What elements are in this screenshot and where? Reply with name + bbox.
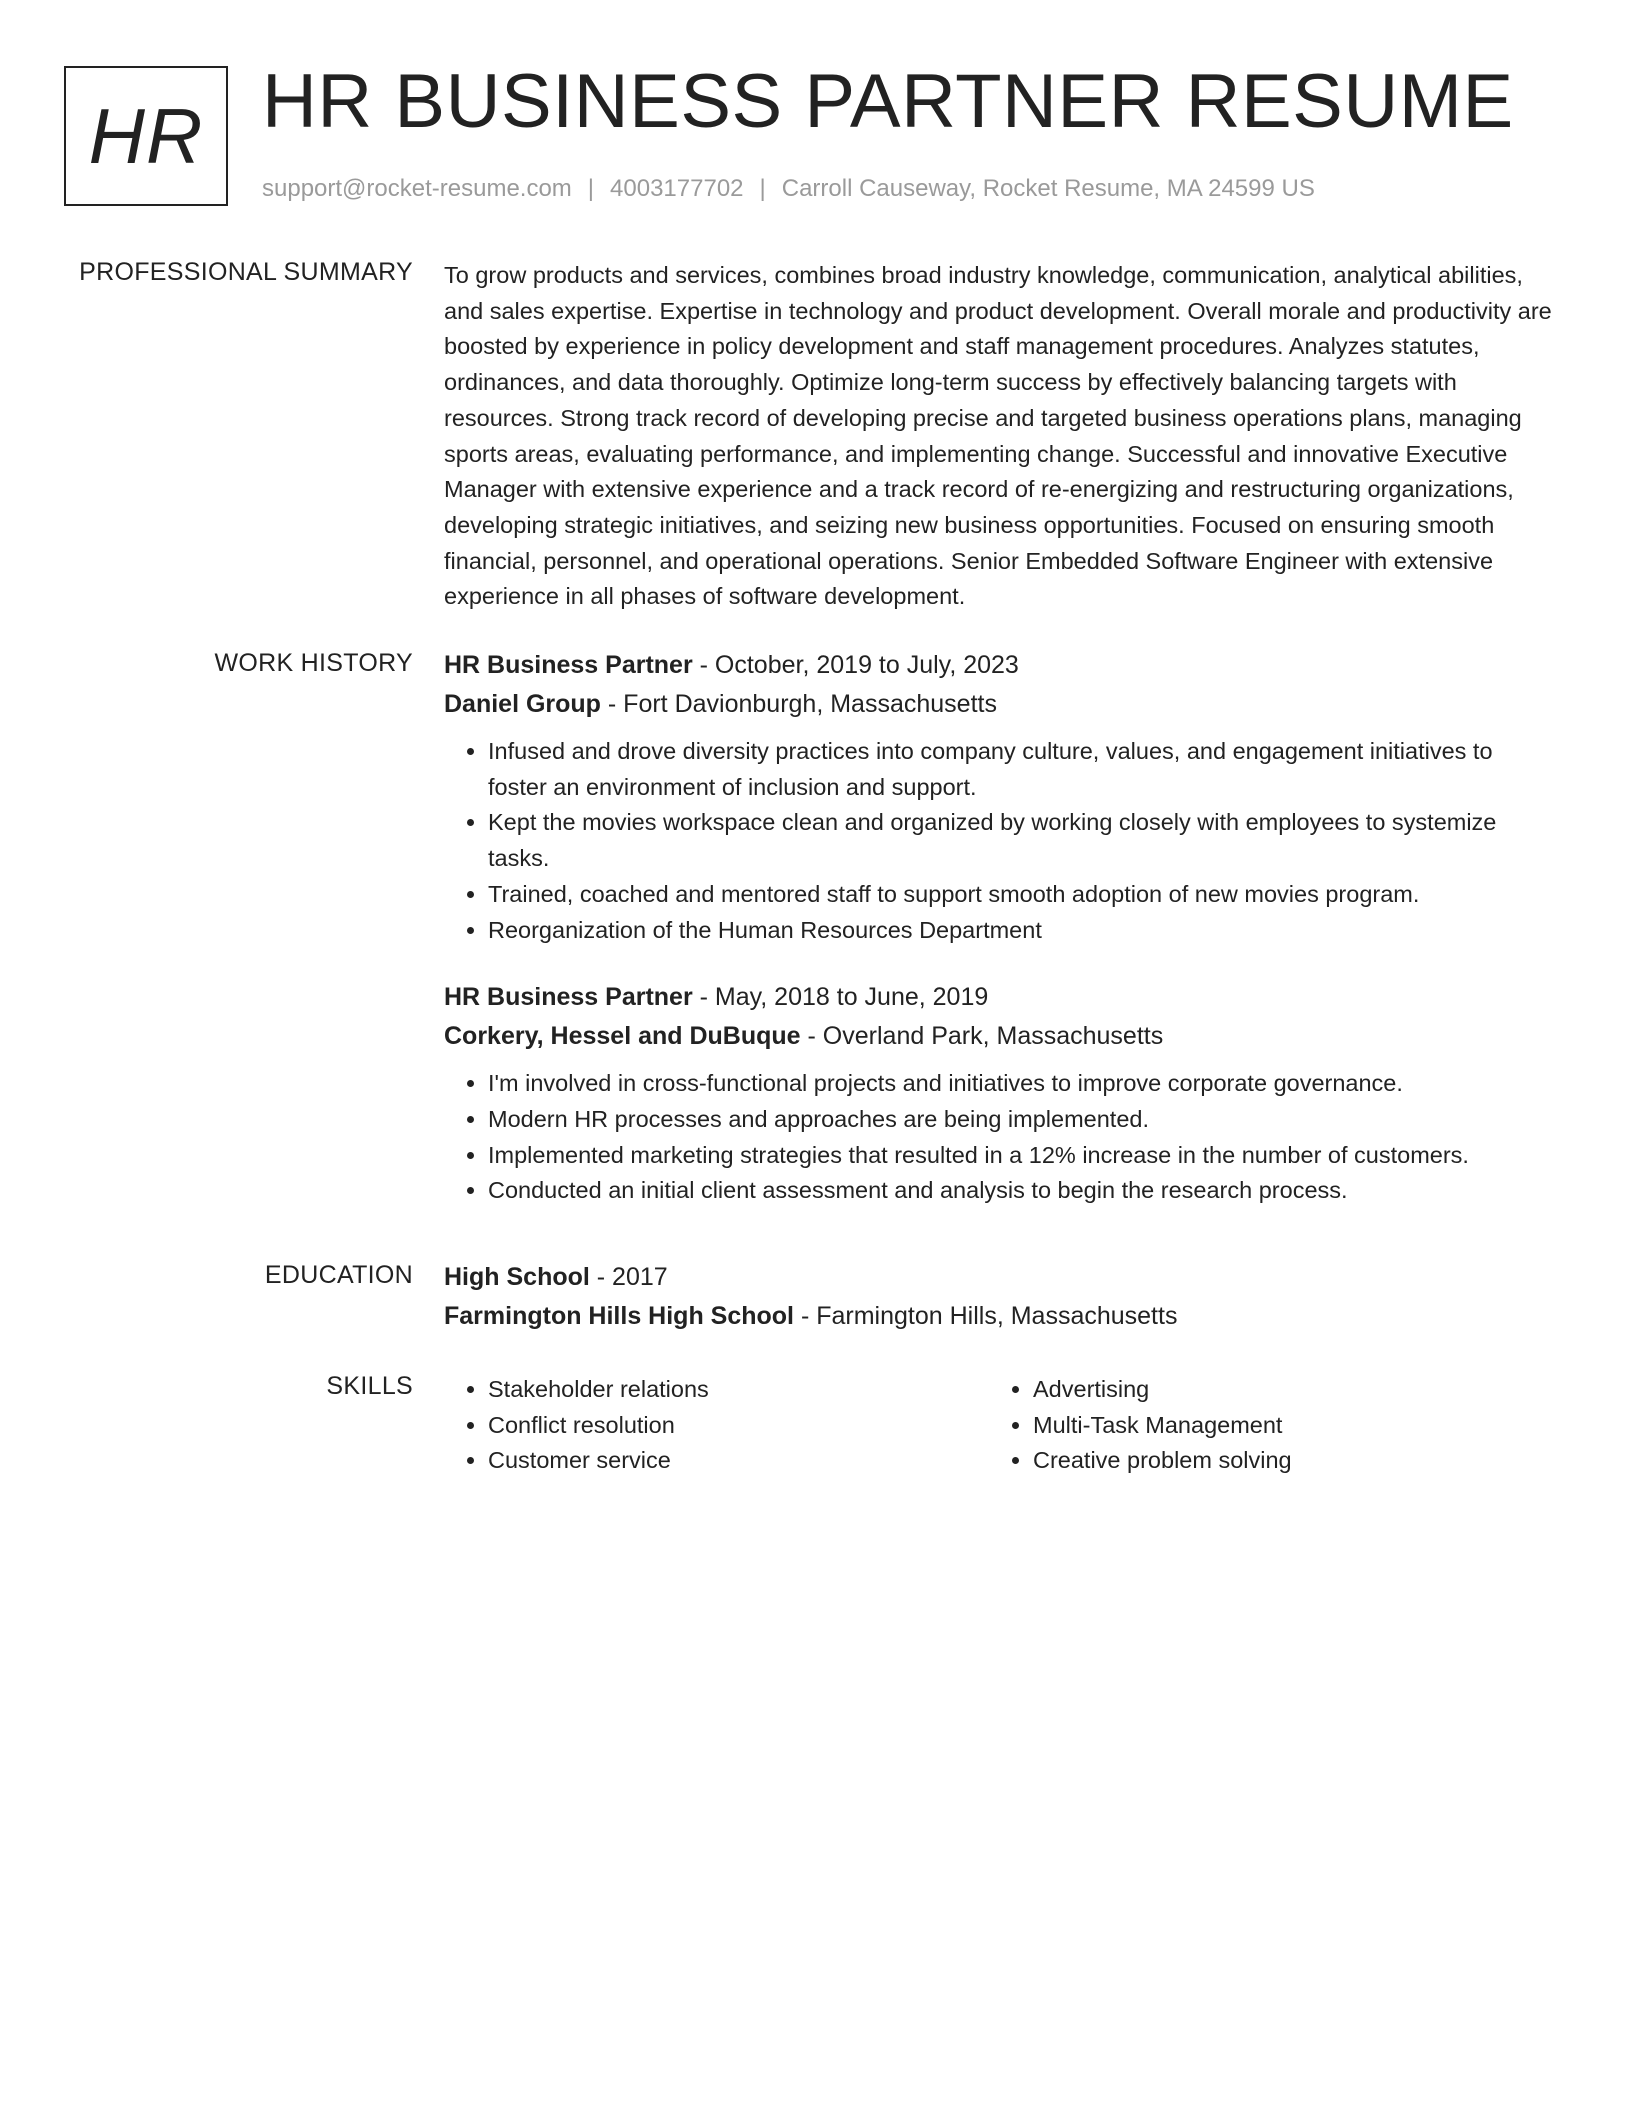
skill-item: • Multi-Task Management <box>1033 1408 1534 1444</box>
summary-text: To grow products and services, combines broad industry knowledge, communication, analytical abilities, and sales expertise. Expertise in technology and product development. Overall morale and productivity are boosted by experience in policy development and staff management procedures. Analyzes statutes, ordinances, and data thoroughly. Optimize long-term success by effectively balancing targets with resources. Strong track record of developing precise and targeted business operations plans, managing sports areas, evaluating performance, and implementing change. Successful and innovative Executive Manager with extensive experience and a track record of re-energizing and restructuring organizations, developing strategic initiatives, and seizing new business opportunities. Focused on ensuring smooth financial, personnel, and operational operations. Senior Embedded Software Engineer with extensive experience in all phases of software development. <box>444 262 1552 610</box>
list-item: • Trained, coached and mentored staff to support smooth adoption of new movies program. <box>488 877 1554 913</box>
skills-body <box>444 1372 1554 1479</box>
list-item: • Infused and drove diversity practices into company culture, values, and engagement initiatives to foster an environment of inclusion and support. <box>488 734 1554 805</box>
job-title: HR Business Partner <box>444 983 693 1012</box>
contact-separator: | <box>587 175 595 202</box>
skill-item: • Conflict resolution <box>488 1408 989 1444</box>
education-heading: EDUCATION <box>264 1261 413 1289</box>
graduation-year: - 2017 <box>589 1263 668 1291</box>
skills-heading: SKILLS <box>326 1372 413 1400</box>
summary-heading: PROFESSIONAL SUMMARY <box>79 258 413 286</box>
job-company-line <box>444 685 1554 724</box>
school-location: - Farmington Hills, Massachusetts <box>794 1302 1178 1330</box>
job-dates: - October, 2019 to July, 2023 <box>692 651 1019 679</box>
job-dates: - May, 2018 to June, 2019 <box>692 983 989 1012</box>
job-company-line <box>444 1017 1554 1056</box>
skill-item: • Creative problem solving <box>1033 1443 1534 1479</box>
job-company: Corkery, Hessel and DuBuque <box>444 1022 801 1051</box>
page-title: HR BUSINESS PARTNER RESUME <box>262 59 1514 144</box>
skills-columns <box>444 1372 1554 1479</box>
job-title-line <box>444 978 1554 1017</box>
school-name: Farmington Hills High School <box>444 1302 794 1330</box>
contact-separator: | <box>759 175 766 202</box>
skills-column-2 <box>989 1372 1534 1479</box>
job-company: Daniel Group <box>444 690 601 718</box>
job-bullets <box>444 734 1554 948</box>
list-item: • Modern HR processes and approaches are being implemented. <box>488 1102 1554 1138</box>
skills-list <box>989 1372 1534 1479</box>
summary-body <box>444 258 1554 615</box>
skills-list <box>444 1372 989 1479</box>
job-location: - Fort Davionburgh, Massachusetts <box>600 690 997 718</box>
work-history-body <box>444 646 1554 1239</box>
education-body <box>444 1258 1554 1336</box>
contact-phone: 4003177702 <box>610 175 744 202</box>
job-bullets <box>444 1066 1554 1209</box>
contact-email: support@rocket-resume.com <box>262 175 572 202</box>
degree: High School <box>444 1263 590 1291</box>
list-item: • I'm involved in cross-functional projects and initiatives to improve corporate governance. <box>488 1066 1554 1102</box>
skill-item: • Advertising <box>1033 1372 1534 1408</box>
list-item: • Kept the movies workspace clean and organized by working closely with employees to systemize tasks. <box>488 805 1554 876</box>
contact-line <box>262 175 1315 203</box>
list-item: • Reorganization of the Human Resources Department <box>488 913 1554 949</box>
list-item: • Implemented marketing strategies that resulted in a 12% increase in the number of customers. <box>488 1138 1554 1174</box>
job-title-line <box>444 646 1554 685</box>
job-location: - Overland Park, Massachusetts <box>800 1022 1164 1051</box>
school-line <box>444 1297 1554 1336</box>
monogram-logo: HR <box>64 66 228 206</box>
skills-column-1 <box>444 1372 989 1479</box>
skill-item: • Customer service <box>488 1443 989 1479</box>
degree-line <box>444 1258 1554 1297</box>
work-history-heading: WORK HISTORY <box>214 649 413 677</box>
list-item: • Conducted an initial client assessment and analysis to begin the research process. <box>488 1173 1554 1209</box>
contact-address: Carroll Causeway, Rocket Resume, MA 24599 US <box>781 175 1315 202</box>
job-entry <box>444 646 1554 948</box>
job-entry <box>444 978 1554 1209</box>
skill-item: • Stakeholder relations <box>488 1372 989 1408</box>
job-title: HR Business Partner <box>444 651 693 679</box>
